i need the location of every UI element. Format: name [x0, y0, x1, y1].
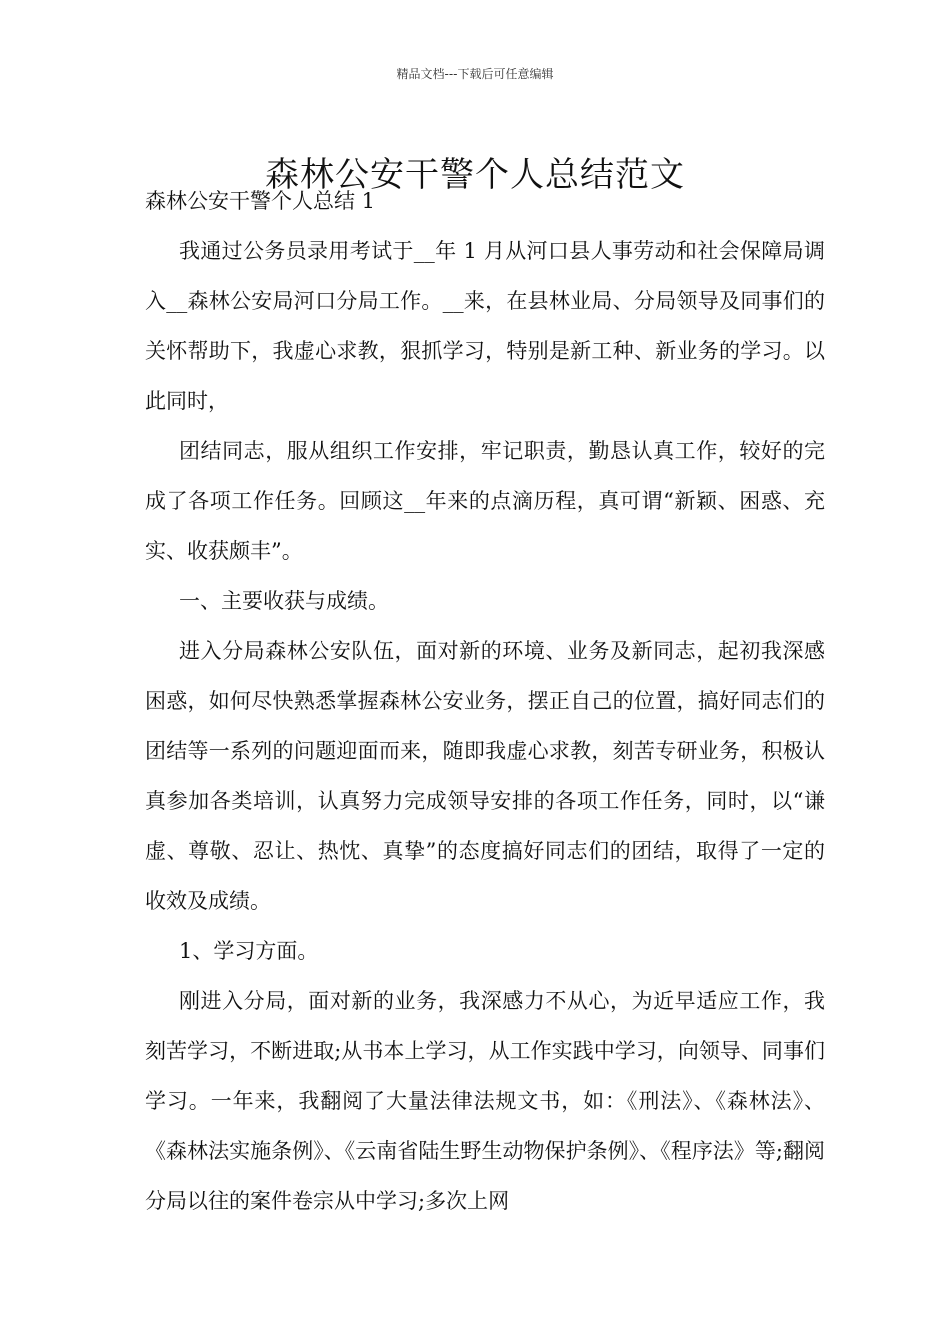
document-body: [145, 226, 825, 1226]
section-heading: 一、主要收获与成绩。: [179, 589, 389, 613]
document-title: 森林公安干警个人总结范文: [265, 154, 685, 195]
paragraph: 团结同志，服从组织工作安排，牢记职责，勤恳认真工作，较好的完成了各项工作任务。回顾这__年来的点滴历程，真可谓“新颖、困惑、充实、收获颇丰”。: [145, 439, 825, 563]
header-note: 精品文档---下载后可任意编辑: [396, 67, 554, 81]
section-subtitle: 森林公安干警个人总结 1: [145, 189, 376, 213]
paragraph: 我通过公务员录用考试于__年 1 月从河口县人事劳动和社会保障局调入__森林公安局河口分局工作。__来，在县林业局、分局领导及同事们的关怀帮助下，我虚心求教，狠抓学习，特别是新工种、新业务的学习。以此同时，: [145, 239, 825, 413]
subsection-heading: 1、学习方面。: [179, 939, 319, 963]
paragraph: 刚进入分局，面对新的业务，我深感力不从心，为近早适应工作，我刻苦学习，不断进取;从书本上学习，从工作实践中学习，向领导、同事们学习。一年来，我翻阅了大量法律法规文书，如：《刑法》、《森林法》、《森林法实施条例》、《云南省陆生野生动物保护条例》、《程序法》等;翻阅分局以往的案件卷宗从中学习;多次上网: [145, 989, 825, 1213]
paragraph: 进入分局森林公安队伍，面对新的环境、业务及新同志，起初我深感困惑，如何尽快熟悉掌握森林公安业务，摆正自己的位置，搞好同志们的团结等一系列的问题迎面而来，随即我虚心求教，刻苦专研业务，积极认真参加各类培训，认真努力完成领导安排的各项工作任务，同时，以“谦虚、尊敬、忍让、热忱、真挚”的态度搞好同志们的团结，取得了一定的收效及成绩。: [145, 639, 825, 913]
